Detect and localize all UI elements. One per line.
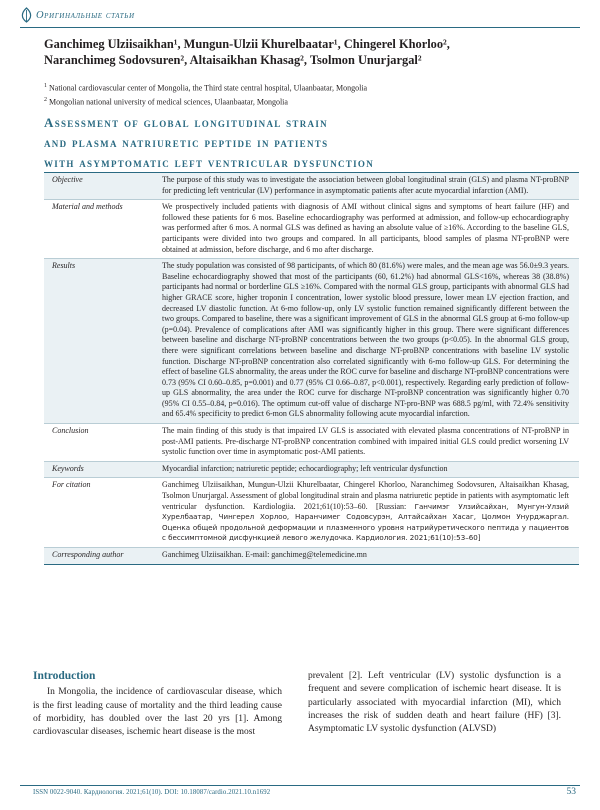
journal-info: ISSN 0022-9040. Кардиология. 2021;61(10). DOI: 10.18087/cardio.2021.10.n1692: [33, 789, 271, 796]
header-rule: [20, 27, 580, 28]
section-label: [20, 7, 135, 23]
methods-text: We prospectively included patients with diagnosis of AMI without clinical signs and symptoms of heart failure (HF) and followed these patients for 6 mos. Baseline echocardiography was performed at admission, and follow-up echocardiography was performed after 6 mos. A normal GLS was defined as having an absolute value of ≥16%. According to the baseline GLS, participants were divided into two groups and compared. In all participants, blood samples of plasma NT-proBNP were obtained at admission, before discharge, and 6 mo after discharge.: [158, 200, 579, 259]
title-line-1: Assessment of global longitudinal strain: [44, 115, 328, 130]
abstract-row-conclusion: [44, 424, 579, 462]
citation-text: [158, 478, 579, 548]
abstract-row-objective: [44, 173, 579, 200]
affiliation-text: Mongolian national university of medical sciences, Ulaanbaatar, Mongolia: [49, 97, 288, 107]
author-line-2: Naranchimeg Sodovsuren², Altaisaikhan Khasag², Tsolmon Unurjargal²: [44, 52, 422, 67]
affiliation-2: [44, 95, 584, 108]
citation-label: For citation: [44, 478, 158, 548]
abstract-table: [44, 172, 579, 565]
affiliation-mark: 2: [44, 97, 47, 103]
citation-russian: Ганчимэг Улзийсайхан, Мунгун-Улзий Хурелбаатар, Чингерел Хорлоо, Наранчимег Содовсурэн, Алтайсайхан Хасаг, Цолмон Унурджаргал. Оценка общей продольной деформации и плазменного уровня натрийуретического пептида у пациентов с бессимптомной дисфункцией левого желудочка. Кардиология. 2021;61(10):53–60]: [162, 501, 569, 543]
article-title: [44, 113, 584, 173]
abstract-row-keywords: [44, 461, 579, 478]
affiliation-mark: 1: [44, 83, 47, 89]
affiliation-text: National cardiovascular center of Mongolia, the Third state central hospital, Ulaanbaatar, Mongolia: [49, 83, 368, 93]
introduction-heading: Introduction: [33, 670, 96, 682]
keywords-text: Myocardial infarction; natriuretic peptide; echocardiography; left ventricular dysfunction: [158, 461, 579, 478]
introduction-paragraph: In Mongolia, the incidence of cardiovascular disease, which is the first leading cause of mortality and the third leading cause of morbidity, has doubled over the last 20 yrs [1]. Among cardiovascular diseases, ischemic heart disease is the most: [33, 687, 282, 738]
results-text: The study population was consisted of 98 participants, of which 80 (81.6%) were males, and the mean age was 56.0±9.3 years. Baseline echocardiography showed that most of the participants (60, 61.2%) had abnormal GLS<16%, whereas 38 (38.8%) participants had normal or borderline GLS ≥16%. Compared with the normal GLS group, participants with abnormal GLS had higher GRACE score, higher troponin I concentration, lower systolic blood pressure, lower mean LV ejection fraction, and decreased LV diastolic function. At 6-mo follow-up, only LV systolic function remained significantly different between the two groups. Compared to baseline, there was a significant improvement of GLS in the abnormal GLS group at 6-mo follow-up (p=0.04). Prevalence of complications after AMI was significantly higher in this group. There were significant differences between baseline and discharge NT-proBNP concentrations between the two groups (p<0.05). In the abnormal GLS group, there were significant correlations between baseline and discharge NT-proBNP concentrations with baseline LV systolic function. Discharge NT-proBNP concentration also correlated significantly with 6-mo follow-up GLS. For determining the effect of baseline GLS abnormality, the areas under the ROC curve for baseline and discharge NT-proBNP concentrations were 0.73 (95% CI 0.60–0.85, p=0.001) and 0.77 (95% CI 0.66–0.87, p<0.001), respectively. Regarding early prediction of follow-up GLS abnormality, the area under the ROC curve for discharge NT-proBNP concentration was significantly higher 0.70 (95% CI 0.55–0.84, p=0.016). The optimum cut-off value of discharge NT-pro-BNP was 688.5 pg/ml, with 72.4% sensitivity and 65.4% specificity to predict 6-mon GLS abnormality following acute myocardial infarction.: [158, 259, 579, 424]
conclusion-label: Conclusion: [44, 424, 158, 462]
author-list: [44, 37, 584, 68]
title-line-3: with asymptomatic left ventricular dysfunction: [44, 155, 374, 170]
body-column-left: [33, 670, 282, 739]
conclusion-text: The main finding of this study is that impaired LV GLS is associated with elevated plasma concentrations of NT-proBNP in post-AMI patients. Pre-discharge NT-proBNP concentration combined with impaired initial GLS could predict worsening LV systolic function over time in asymptomatic post-AMI patients.: [158, 424, 579, 462]
citation-english: Ganchimeg Ulziisaikhan, Mungun-Ulzii Khurelbaatar, Chingerel Khorloo, Naranchimeg Sodovsuren, Altaisaikhan Khasag, Tsolmon Unurjargal. Assessment of global longitudinal strain and plasma natriuretic peptide in patients with asymptomatic left ventricular dysfunction. Kardiologiia. 2021;61(10):53–60. [Russian:: [162, 480, 569, 511]
footer-rule: [20, 785, 580, 786]
leaf-logo-icon: [20, 7, 33, 23]
corresponding-label: Corresponding author: [44, 548, 158, 565]
abstract-row-citation: [44, 478, 579, 548]
objective-text: The purpose of this study was to investigate the association between global longitudinal strain (GLS) and plasma NT-proBNP for predicting left ventricular (LV) performance in asymptomatic patients after acute myocardial infarction (AMI).: [158, 173, 579, 200]
objective-label: Objective: [44, 173, 158, 200]
title-line-2: and plasma natriuretic peptide in patients: [44, 135, 329, 150]
affiliation-1: [44, 81, 584, 94]
corresponding-text: Ganchimeg Ulziisaikhan. E-mail: ganchimeg@telemedicine.mn: [158, 548, 579, 565]
abstract-row-results: [44, 259, 579, 424]
page-number: 53: [566, 787, 576, 797]
body-column-right: [308, 670, 561, 736]
abstract-row-corresponding: [44, 548, 579, 565]
continuation-paragraph: prevalent [2]. Left ventricular (LV) systolic dysfunction is a frequent and severe complication of ischemic heart disease. It is particularly associated with myocardial infarction (MI), which increases the risk of sudden death and heart failure (HF) [3]. Asymptomatic LV systolic dysfunction (ALVSD): [308, 671, 561, 735]
keywords-label: Keywords: [44, 461, 158, 478]
section-label-text: Оригинальные статьи: [36, 9, 135, 21]
results-label: Results: [44, 259, 158, 424]
methods-label: Material and methods: [44, 200, 158, 259]
abstract-row-methods: [44, 200, 579, 259]
author-line-1: Ganchimeg Ulziisaikhan¹, Mungun-Ulzii Khurelbaatar¹, Chingerel Khorloo²,: [44, 37, 450, 51]
